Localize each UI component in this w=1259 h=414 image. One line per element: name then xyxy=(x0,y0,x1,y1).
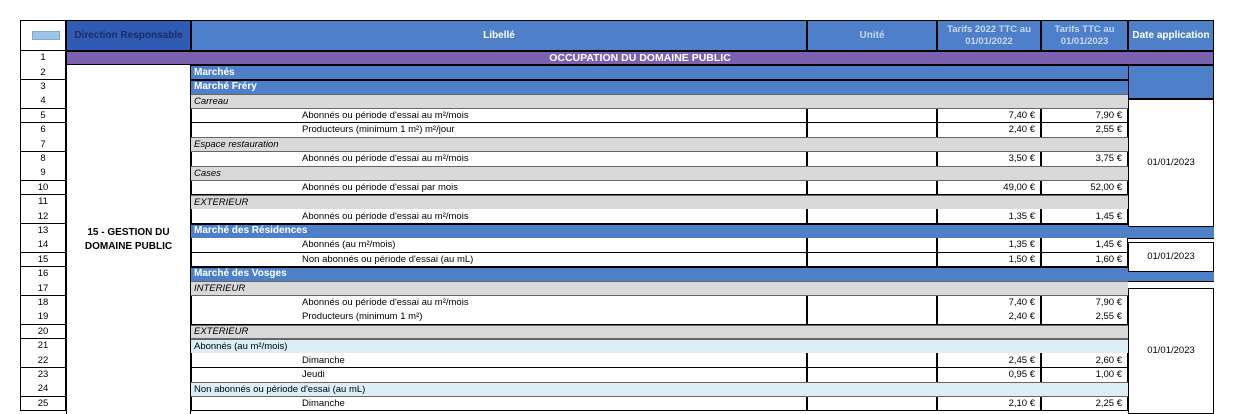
table-row-tarif-2022: 1,35 € xyxy=(937,209,1041,224)
table-row-unite xyxy=(807,152,937,167)
table-row-label: Producteurs (minimum 1 m²) xyxy=(191,310,807,325)
table-row-label: Abonnés ou période d'essai au m²/mois xyxy=(191,296,807,311)
table-row-label: Abonnés ou période d'essai au m²/mois xyxy=(191,209,807,224)
row-number: 21 xyxy=(20,339,66,354)
row-number: 10 xyxy=(20,181,66,196)
table-row-unite xyxy=(807,238,937,253)
table-row-label: Abonnés ou période d'essai au m²/mois xyxy=(191,152,807,167)
table-row-tarif-2023: 1,45 € xyxy=(1041,238,1128,253)
date-header-filler xyxy=(1128,65,1214,99)
date-application-marche-frery: 01/01/2023 xyxy=(1128,99,1214,227)
table-row-label: Jeudi xyxy=(191,368,807,383)
header-tarifs-2022-line2: 01/01/2022 xyxy=(965,35,1013,47)
table-row-tarif-2023: 2,25 € xyxy=(1041,397,1128,412)
table-row-tarif-2023: 1,00 € xyxy=(1041,368,1128,383)
row-number: 13 xyxy=(20,224,66,239)
table-row-tarif-2022: 7,40 € xyxy=(937,296,1041,311)
subsection-label: EXTERIEUR xyxy=(191,195,1128,210)
row-number: 18 xyxy=(20,296,66,311)
table-row-unite xyxy=(807,123,937,138)
table-row-unite xyxy=(807,253,937,268)
table-row-tarif-2023: 7,90 € xyxy=(1041,296,1128,311)
table-row-tarif-2022: 2,10 € xyxy=(937,397,1041,412)
table-row-unite xyxy=(807,296,937,311)
header-tarifs-2022 xyxy=(937,20,1041,51)
row-number: 16 xyxy=(20,267,66,282)
table-row-tarif-2022: 2,45 € xyxy=(937,353,1041,368)
row-number: 9 xyxy=(20,166,66,181)
table-row-label: Dimanche xyxy=(191,353,807,368)
row-number: 25 xyxy=(20,397,66,412)
table-row-tarif-2022: 49,00 € xyxy=(937,181,1041,196)
table-row-label: Abonnés ou période d'essai au m²/mois xyxy=(191,109,807,124)
row-number: 20 xyxy=(20,325,66,340)
row-number: 8 xyxy=(20,152,66,167)
row-number: 19 xyxy=(20,310,66,325)
table-row-unite xyxy=(807,109,937,124)
section-header: Marché des Résidences xyxy=(191,224,1214,239)
table-row-label: Producteurs (minimum 1 m²) m²/jour xyxy=(191,123,807,138)
table-row-tarif-2023: 2,60 € xyxy=(1041,353,1128,368)
table-row-tarif-2022: 2,40 € xyxy=(937,310,1041,325)
header-tarifs-2023-line2: 01/01/2023 xyxy=(1060,35,1109,47)
table-row-tarif-2023: 1,60 € xyxy=(1041,253,1128,268)
header-direction: Direction Responsable xyxy=(66,20,191,51)
table-row-tarif-2022: 3,50 € xyxy=(937,152,1041,167)
row-number: 12 xyxy=(20,209,66,224)
table-row-unite xyxy=(807,181,937,196)
table-row-label: Non abonnés ou période d'essai (au mL) xyxy=(191,253,807,268)
direction-cell xyxy=(66,65,191,414)
table-row-unite xyxy=(807,397,937,412)
row-number: 3 xyxy=(20,80,66,95)
table-row-tarif-2022: 7,40 € xyxy=(937,109,1041,124)
row-number: 11 xyxy=(20,195,66,210)
direction-line1: 15 - GESTION DU xyxy=(87,227,170,238)
section-header: Marchés xyxy=(191,65,1128,80)
subsection-label: Espace restauration xyxy=(191,137,1128,152)
date-application-marche-residences: 01/01/2023 xyxy=(1128,242,1214,272)
table-row-unite xyxy=(807,209,937,224)
table-row-tarif-2022: 2,40 € xyxy=(937,123,1041,138)
row-number: 2 xyxy=(20,65,66,80)
header-tarifs-2023 xyxy=(1041,20,1128,51)
header-corner-cell xyxy=(20,20,66,51)
row-number: 1 xyxy=(20,51,66,66)
section-header: Marché Fréry xyxy=(191,80,1214,95)
table-row-tarif-2023: 2,55 € xyxy=(1041,310,1128,325)
section-title-occupation: OCCUPATION DU DOMAINE PUBLIC xyxy=(66,51,1214,65)
header-unite: Unité xyxy=(807,20,937,51)
header-tarifs-2022-line1: Tarifs 2022 TTC au xyxy=(947,24,1031,36)
header-libelle: Libellé xyxy=(191,20,807,51)
row-number: 15 xyxy=(20,253,66,268)
table-row-tarif-2023: 7,90 € xyxy=(1041,109,1128,124)
table-row-unite xyxy=(807,310,937,325)
subsection-label: EXTERIEUR xyxy=(191,325,1128,340)
table-row-tarif-2023: 1,45 € xyxy=(1041,209,1128,224)
subsection-label: Carreau xyxy=(191,94,1128,109)
subsection-label: INTERIEUR xyxy=(191,281,1128,296)
row-number: 7 xyxy=(20,137,66,152)
subsection-label: Abonnés (au m²/mois) xyxy=(191,339,1128,354)
table-row-label: Abonnés (au m²/mois) xyxy=(191,238,807,253)
subsection-label: Cases xyxy=(191,166,1128,181)
subsection-label: Non abonnés ou période d'essai (au mL) xyxy=(191,382,1128,397)
table-row-tarif-2022: 0,95 € xyxy=(937,368,1041,383)
table-row-label: Abonnés ou période d'essai par mois xyxy=(191,181,807,196)
row-number: 23 xyxy=(20,368,66,383)
row-number: 5 xyxy=(20,109,66,124)
section-header: Marché des Vosges xyxy=(191,267,1214,282)
table-row-tarif-2023: 2,55 € xyxy=(1041,123,1128,138)
row-number: 14 xyxy=(20,238,66,253)
row-number: 17 xyxy=(20,281,66,296)
header-tarifs-2023-line1: Tarifs TTC au xyxy=(1054,24,1115,36)
header-date-application: Date application xyxy=(1128,20,1214,51)
table-row-unite xyxy=(807,368,937,383)
row-number: 24 xyxy=(20,382,66,397)
row-number: 4 xyxy=(20,94,66,109)
table-row-label: Dimanche xyxy=(191,397,807,412)
table-row-unite xyxy=(807,353,937,368)
date-application-marche-vosges: 01/01/2023 xyxy=(1128,288,1214,414)
table-row-tarif-2023: 3,75 € xyxy=(1041,152,1128,167)
row-number: 6 xyxy=(20,123,66,138)
table-row-tarif-2023: 52,00 € xyxy=(1041,181,1128,196)
table-row-tarif-2022: 1,35 € xyxy=(937,238,1041,253)
table-row-tarif-2022: 1,50 € xyxy=(937,253,1041,268)
row-number: 22 xyxy=(20,353,66,368)
direction-line2: DOMAINE PUBLIC xyxy=(84,240,173,252)
